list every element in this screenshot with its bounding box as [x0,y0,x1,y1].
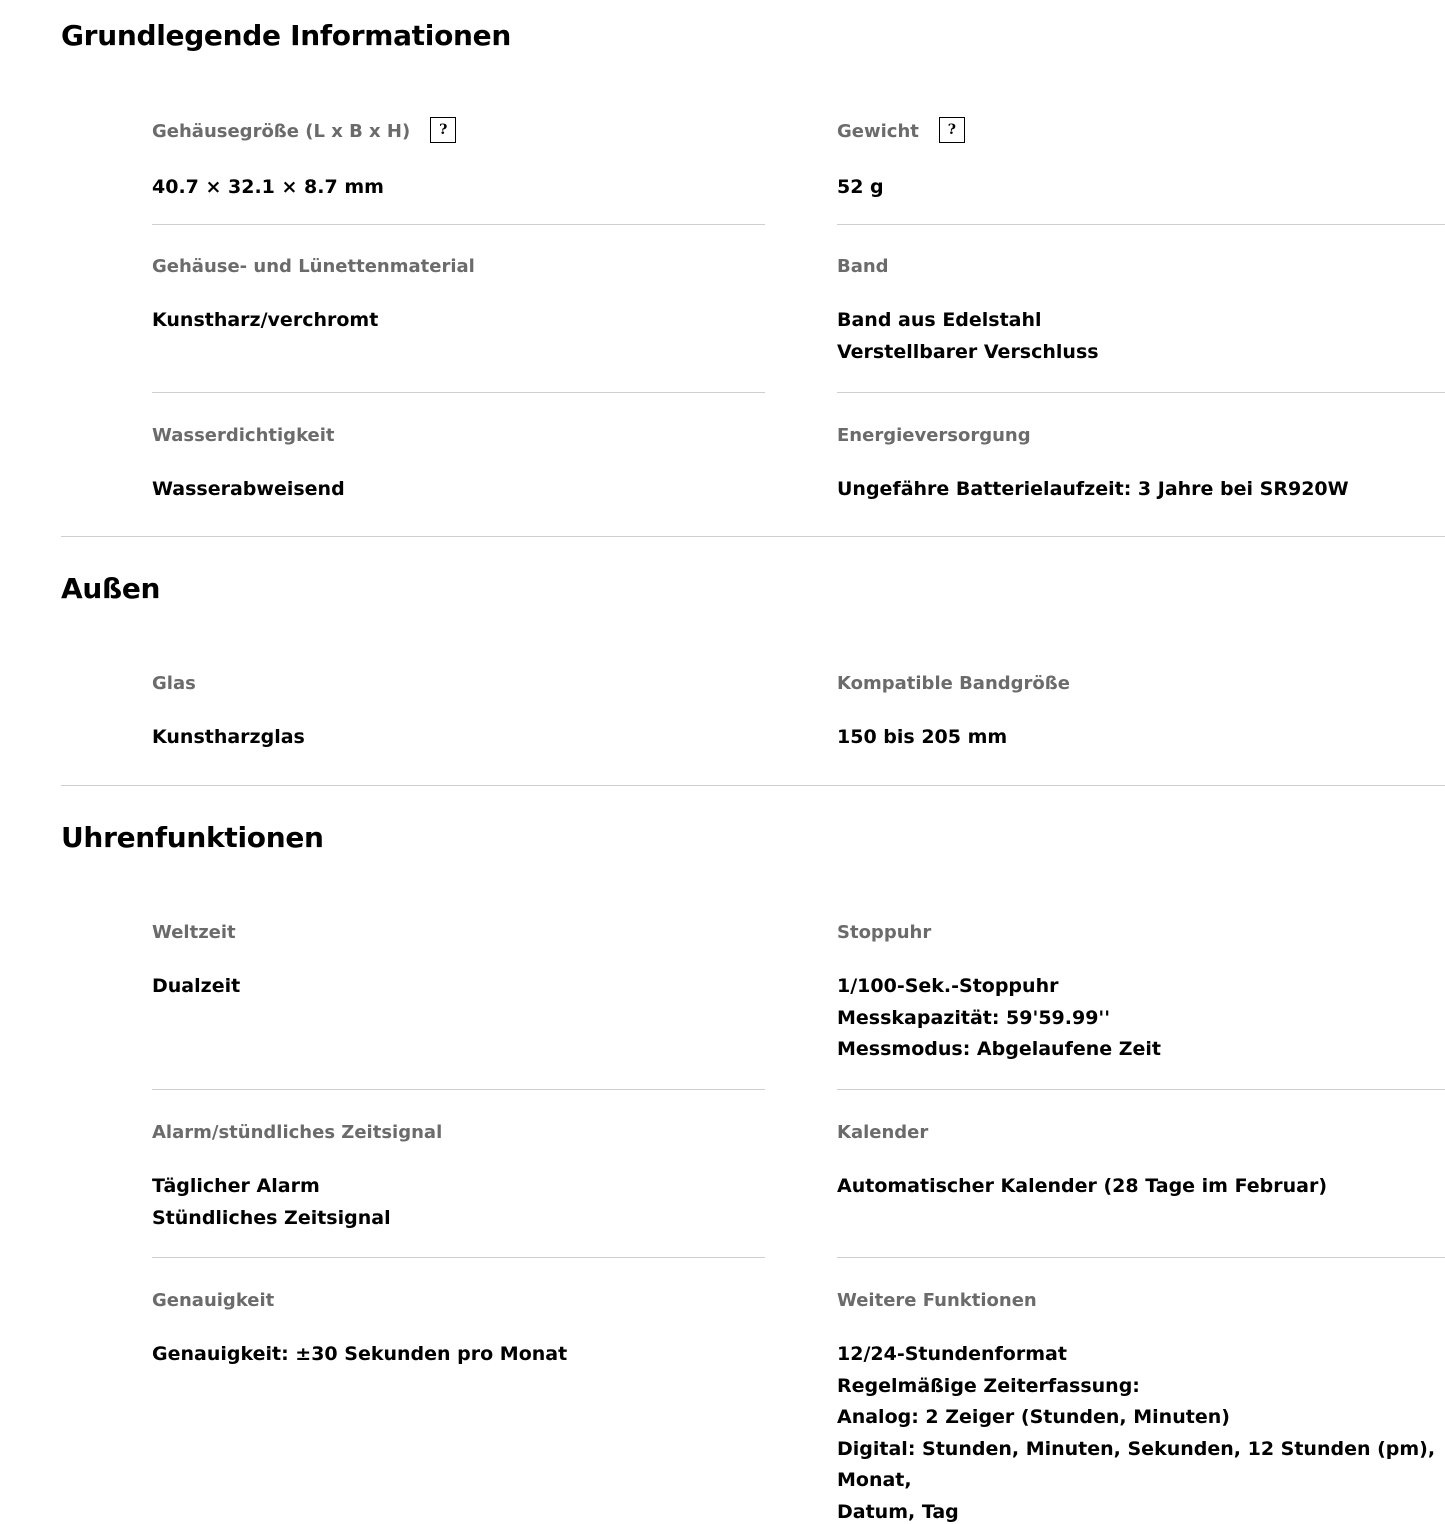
spec-weltzeit [152,922,765,1003]
spec-value: Analog: 2 Zeiger (Stunden, Minuten) [837,1406,1230,1429]
section-divider [61,785,1445,786]
spec-wasserdichtigkeit [152,425,765,506]
help-button[interactable]: ? [430,117,456,143]
spec-label: Genauigkeit [152,1290,275,1311]
section-divider [61,536,1445,537]
spec-alarm [152,1122,765,1234]
spec-kompatible-bandgroesse [837,673,1445,754]
spec-value: Kunstharz/verchromt [152,309,379,331]
spec-value: Messkapazität: 59'59.99'' [837,1006,1111,1029]
row-divider [837,224,1445,225]
row-divider [837,392,1445,393]
spec-glas [152,673,765,754]
spec-label: Glas [152,673,196,694]
spec-value: Automatischer Kalender (28 Tage im Februar) [837,1175,1328,1197]
spec-label: Stoppuhr [837,922,932,943]
help-button[interactable]: ? [939,117,965,143]
spec-label: Energieversorgung [837,425,1031,446]
spec-value: Dualzeit [152,975,241,997]
spec-value: Datum, Tag [837,1500,959,1523]
spec-label: Kompatible Bandgröße [837,673,1070,694]
spec-value: 40.7 × 32.1 × 8.7 mm [152,176,384,198]
section-title-uhrenfunktionen: Uhrenfunktionen [61,821,324,854]
spec-value: Band aus Edelstahl [837,309,1042,331]
section-title-aussen: Außen [61,572,161,605]
row-divider [152,1089,765,1090]
spec-value: Stündliches Zeitsignal [152,1206,391,1229]
spec-value: Wasserabweisend [152,478,345,500]
spec-value: Messmodus: Abgelaufene Zeit [837,1038,1162,1061]
spec-band [837,256,1445,368]
spec-gehaeuse-material [152,256,765,337]
spec-label: Wasserdichtigkeit [152,425,335,446]
spec-label: Kalender [837,1122,929,1143]
spec-label: Gehäuse- und Lünettenmaterial [152,256,475,277]
spec-gehaeusegroesse [152,119,765,204]
spec-value: Kunstharzglas [152,726,305,748]
spec-label: Alarm/stündliches Zeitsignal [152,1122,443,1143]
row-divider [152,392,765,393]
row-divider [152,224,765,225]
spec-value: Täglicher Alarm [152,1175,320,1197]
spec-energieversorgung [837,425,1445,506]
spec-label: Band [837,256,889,277]
spec-value: 1/100-Sek.-Stoppuhr [837,975,1059,997]
spec-value: 150 bis 205 mm [837,726,1008,748]
spec-value: Digital: Stunden, Minuten, Sekunden, 12 Stunden (pm), Monat, [837,1437,1436,1492]
spec-label: Gehäusegröße (L x B x H) [152,121,411,142]
spec-value: Regelmäßige Zeiterfassung: [837,1374,1140,1397]
spec-value: Ungefähre Batterielaufzeit: 3 Jahre bei SR920W [837,478,1349,500]
spec-kalender [837,1122,1445,1203]
row-divider [152,1257,765,1258]
spec-gewicht [837,119,1445,204]
section-title-grundlegende-informationen: Grundlegende Informationen [61,19,511,52]
spec-stoppuhr [837,922,1445,1066]
spec-label: Gewicht [837,121,919,142]
row-divider [837,1257,1445,1258]
spec-value: Genauigkeit: ±30 Sekunden pro Monat [152,1343,568,1365]
spec-label: Weltzeit [152,922,236,943]
spec-value: Verstellbarer Verschluss [837,340,1099,363]
row-divider [837,1089,1445,1090]
spec-genauigkeit [152,1290,765,1371]
spec-value: 52 g [837,176,884,198]
spec-label: Weitere Funktionen [837,1290,1037,1311]
spec-value: 12/24-Stundenformat [837,1343,1067,1365]
spec-weitere-funktionen [837,1290,1445,1524]
